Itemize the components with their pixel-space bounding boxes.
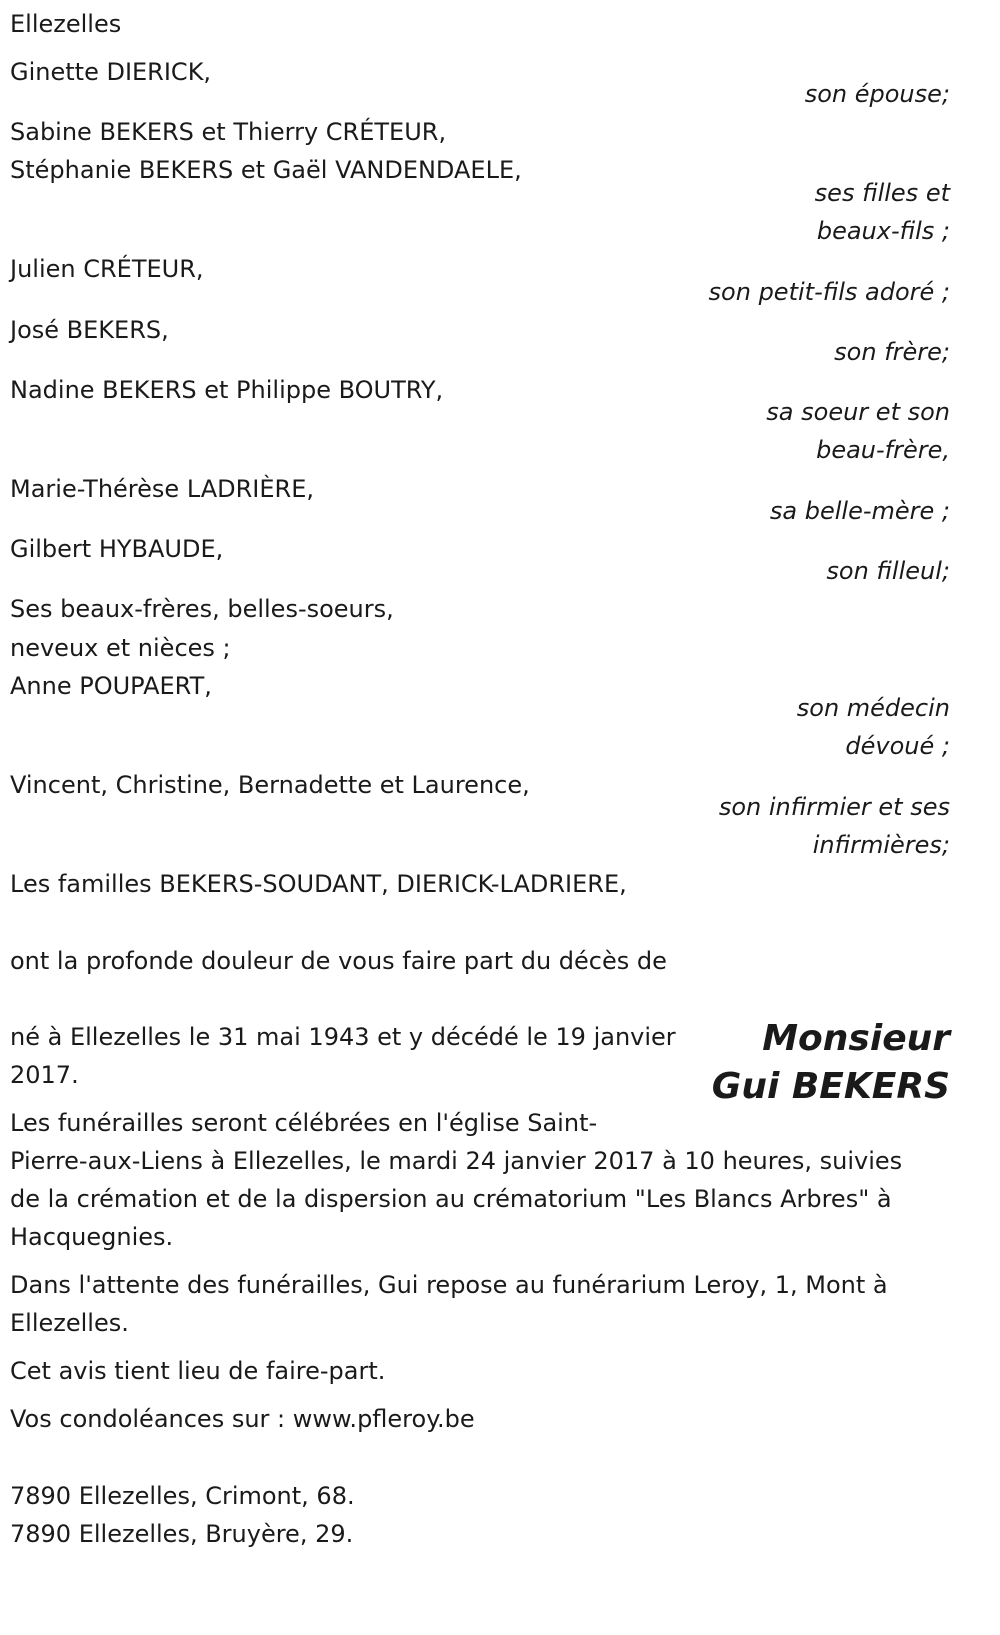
family-name: Les familles BEKERS-SOUDANT, DIERICK-LADRIERE, [10, 870, 627, 898]
family-name: José BEKERS, [10, 316, 169, 344]
family-name: Anne POUPAERT, [10, 672, 212, 700]
family-role: beau-frère, [816, 436, 950, 464]
family-name: Nadine BEKERS et Philippe BOUTRY, [10, 376, 444, 404]
family-role: son filleul; [826, 557, 950, 585]
announcement: ont la profonde douleur de vous faire part du décès de [10, 947, 667, 975]
address-line: 7890 Ellezelles, Crimont, 68. [10, 1482, 355, 1510]
deceased-fullname: Gui BEKERS [711, 1066, 950, 1107]
condolences-text: Vos condoléances sur : www.pfleroy.be [10, 1405, 475, 1433]
family-name: Julien CRÉTEUR, [10, 255, 204, 283]
family-role: sa belle-mère ; [769, 497, 950, 525]
notice-text: Cet avis tient lieu de faire-part. [10, 1357, 386, 1385]
family-name: Vincent, Christine, Bernadette et Laurence, [10, 771, 530, 799]
family-role: son médecin [796, 694, 950, 722]
funeral-line: de la crémation et de la dispersion au crématorium "Les Blancs Arbres" à [10, 1185, 892, 1213]
place-heading: Ellezelles [10, 10, 122, 38]
family-name: Stéphanie BEKERS et Gaël VANDENDAELE, [10, 156, 522, 184]
family-role: son infirmier et ses [718, 793, 950, 821]
funeral-line: Les funérailles seront célébrées en l'église Saint- [10, 1109, 598, 1137]
family-name: Ses beaux-frères, belles-soeurs, [10, 595, 394, 623]
repose-line: Dans l'attente des funérailles, Gui repose au funérarium Leroy, 1, Mont à [10, 1271, 888, 1299]
family-role: sa soeur et son [766, 398, 950, 426]
deceased-name [712, 1015, 950, 1111]
funeral-line: Pierre-aux-Liens à Ellezelles, le mardi 24 janvier 2017 à 10 heures, suivies [10, 1147, 903, 1175]
family-name: neveux et nièces ; [10, 634, 231, 662]
birth-death-line: né à Ellezelles le 31 mai 1943 et y décédé le 19 janvier [10, 1023, 676, 1051]
family-role: son frère; [834, 338, 950, 366]
birth-death-line: 2017. [10, 1061, 79, 1089]
address-line: 7890 Ellezelles, Bruyère, 29. [10, 1520, 354, 1548]
family-role: beaux-fils ; [816, 217, 950, 245]
funeral-line: Hacquegnies. [10, 1223, 174, 1251]
family-role: dévoué ; [845, 732, 950, 760]
family-role: son petit-fils adoré ; [708, 278, 950, 306]
family-role: ses filles et [814, 179, 950, 207]
family-name: Sabine BEKERS et Thierry CRÉTEUR, [10, 118, 447, 146]
family-name: Ginette DIERICK, [10, 58, 212, 86]
deceased-title: Monsieur [762, 1018, 950, 1059]
repose-line: Ellezelles. [10, 1309, 129, 1337]
family-role: son épouse; [804, 80, 950, 108]
family-name: Gilbert HYBAUDE, [10, 535, 224, 563]
family-role: infirmières; [812, 831, 950, 859]
family-name: Marie-Thérèse LADRIÈRE, [10, 475, 315, 503]
